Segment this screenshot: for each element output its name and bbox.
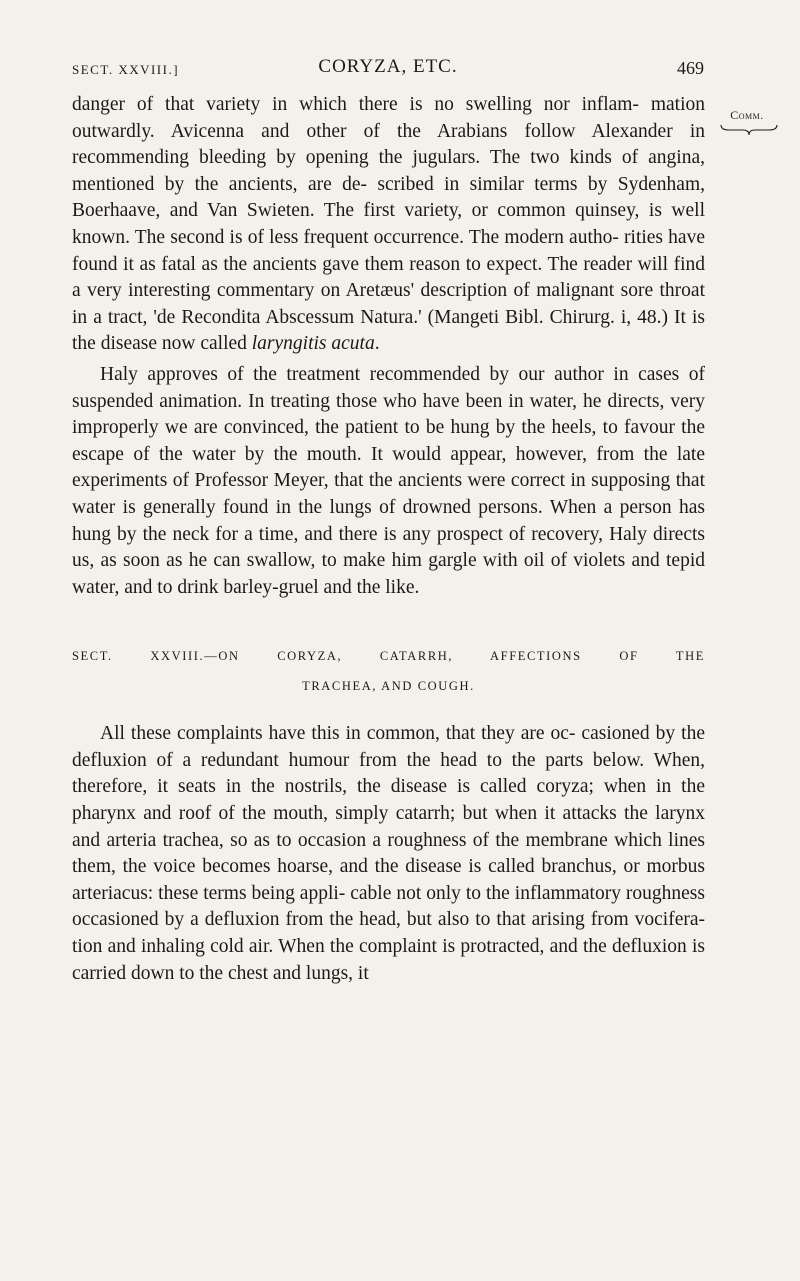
paragraph-1 <box>72 92 705 358</box>
paragraph-2: Haly approves of the treatment recommended by our author in cases of suspended animation. In treating those who have been in water, he directs, very improperly we are convinced, the patient to be hung by the heels, to favour the escape of the water by the mouth. It would appear, however, from the late experiments of Professor Meyer, that the ancients were correct in supposing that water is generally found in the lungs of drowned persons. When a person has hung by the neck for a time, and there is any prospect of recovery, Haly directs us, as soon as he can swallow, to make him gargle with oil of violets and tepid water, and to drink barley-gruel and the like. <box>72 363 705 598</box>
margin-note <box>719 108 775 136</box>
margin-note-label: Comm. <box>730 108 764 122</box>
paragraph-3: All these complaints have this in common, that they are oc- casioned by the defluxion of a redundant humour from the head to the parts below. When, therefore, it seats in the nostrils, the disease is called coryza; when in the pharynx and roof of the mouth, simply catarrh; but when it attacks the larynx and arteria trachea, so as to occasion a roughness of the membrane which lines them, the voice becomes hoarse, and the disease is called branchus, or morbus arteriacus: these terms being appli- cable not only to the inflammatory roughness occasioned by a defluxion from the head, but also to that arising from vocifera- tion and inhaling cold air. When the complaint is protracted, and the defluxion is carried down to the chest and lungs, it <box>72 723 705 984</box>
running-header <box>72 56 704 84</box>
main-text <box>72 92 705 987</box>
section-heading-line-1: SECT. XXVIII.—ON CORYZA, CATARRH, AFFECTIONS OF THE <box>72 649 705 664</box>
curly-brace-icon <box>719 124 779 136</box>
paragraph-1-text: danger of that variety in which there is no swelling nor inflam- mation outwardly. Avicenna and other of the Arabians follow Alexander in recommending bleeding by opening the jugulars. The two kinds of angina, mentioned by the ancients, are de- scribed in similar terms by Sydenham, Boerhaave, and Van Swieten. The first variety, or common quinsey, is well known. The second is of less frequent occurrence. The modern autho- rities have found it as fatal as the ancients gave them reason to expect. The reader will find a very interesting commentary on Aretæus' description of malignant sore throat in a tract, 'de Recondita Abscessum Natura.' (Mangeti Bibl. Chirurg. i, 48.) It is the disease now called <box>72 94 705 355</box>
section-heading-line-2: TRACHEA, AND COUGH. <box>302 679 475 694</box>
header-section-ref: SECT. XXVIII.] <box>72 62 180 77</box>
section-heading <box>72 641 705 701</box>
paragraph-1-end: . <box>374 333 380 355</box>
header-running-title: CORYZA, ETC. <box>318 56 458 77</box>
paragraph-1-italic: laryngitis acuta <box>251 333 375 355</box>
page-number: 469 <box>677 58 704 78</box>
